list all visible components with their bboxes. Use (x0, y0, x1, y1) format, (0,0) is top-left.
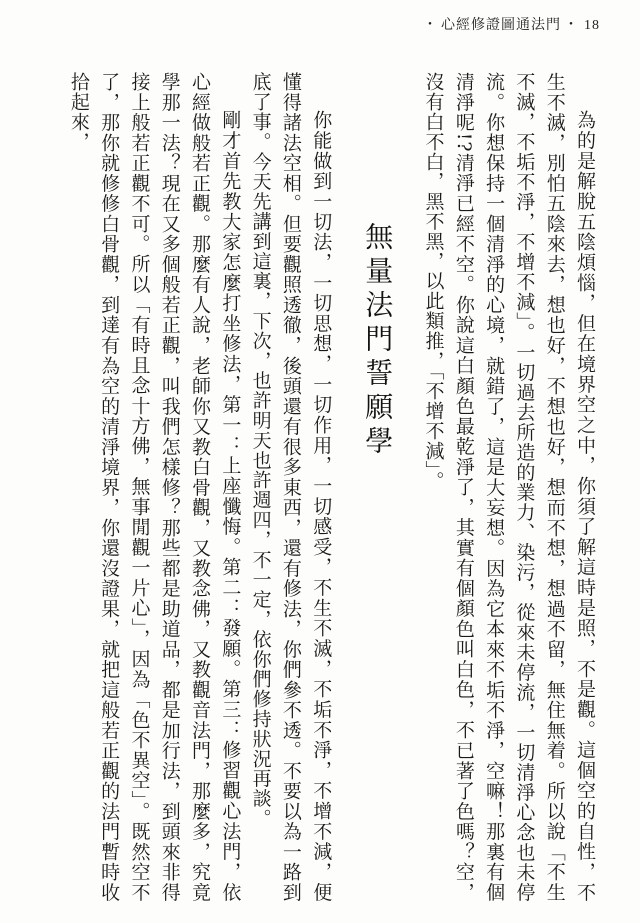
section-paragraph: 你能做到一切法，一切思想，一切作用，一切感受，不生不滅，不垢不淨，不增不減，便懂得諸法空相。但要觀照透徹，後頭還有很多東西，還有修法，你們參不透。不要以為一路到底了事。今天先講到這裏，下次，也許明天也許週四，不一定，依你們修持狀況再談。 (249, 72, 333, 902)
paragraph-continued: 為的是解脫五陰煩惱，但在境界空之中，你須了解這時是照，不是觀。這個空的自性，不生不滅，別怕五陰來去，想也好，不想也好，想而不想，想過不留，無住無着。所以說「不生不滅，不垢不淨，不增不減」。一切過去所造的業力、染污，從來未停流，一切清淨心念也未停流。你想保持一個清淨的心境，就錯了，這是大妄想。因為它本來不垢不淨，空嘛！那裏有個清淨呢!?清淨已經不空。你說這白顏色最乾淨了，其實有個顏色叫白色，不已著了色嗎？空，沒有白不白，黑不黑，以此類推，「不增不減」。 (422, 72, 596, 902)
vertical-text-body (30, 72, 600, 902)
running-header (420, 14, 600, 34)
page-number: 18 (584, 18, 600, 33)
book-title: 心經修證圖通法門 (441, 17, 561, 33)
header-dot-left: ・ (423, 17, 438, 33)
header-dot-right: ・ (564, 17, 579, 33)
section-heading: 無量法門誓願學 (361, 222, 395, 460)
section-paragraph: 剛才首先教大家怎麼打坐修法，第一：上座懺悔。第二：發願。第三：修習觀心法門，依心經做般若正觀。那麼有人說，老師你又教白骨觀，又教念佛，又教觀音法門，那麼多，究竟學那一法？現在又多個般若正觀，叫我們怎樣修？那些都是助道品，都是加行法，到頭來非得接上般若正觀不可。所以「有時且念十方佛，無事閒觀一片心」，因為「色不異空」。既然空不了，那你就修修白骨觀，到達有為空的清淨境界，你還沒證果，就把這般若正觀的法門暫時收拾起來， (67, 72, 242, 902)
